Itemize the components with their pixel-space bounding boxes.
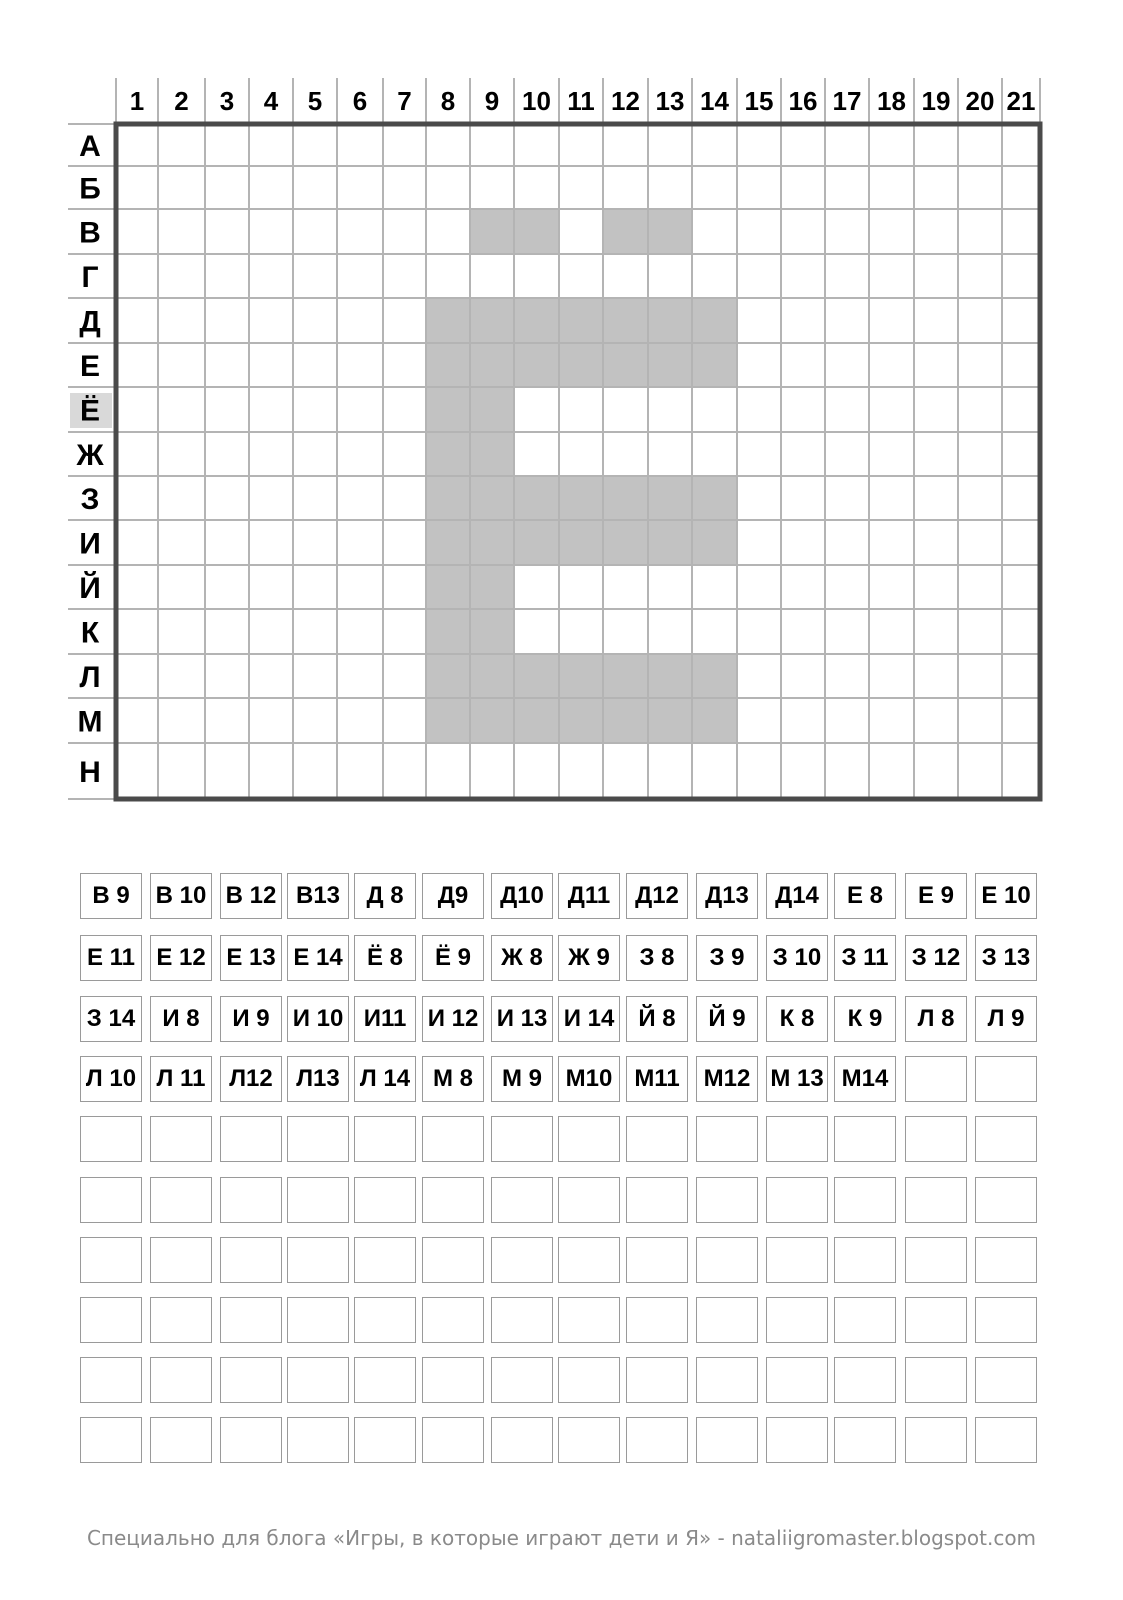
empty-card xyxy=(626,1237,688,1283)
empty-card xyxy=(220,1177,282,1223)
coordinate-card: Е 9 xyxy=(905,873,967,919)
empty-card xyxy=(626,1357,688,1403)
row-header-Н: Н xyxy=(79,756,101,789)
row-header-А: А xyxy=(79,130,101,163)
empty-card xyxy=(491,1357,553,1403)
empty-card xyxy=(905,1357,967,1403)
empty-card xyxy=(834,1237,896,1283)
coordinate-card: Л 10 xyxy=(80,1056,142,1102)
column-header-20: 20 xyxy=(965,86,995,116)
empty-card xyxy=(975,1116,1037,1162)
coordinate-card: З 11 xyxy=(834,935,896,981)
empty-card xyxy=(626,1177,688,1223)
empty-card xyxy=(220,1297,282,1343)
empty-card xyxy=(150,1297,212,1343)
empty-card xyxy=(905,1417,967,1463)
empty-card xyxy=(626,1417,688,1463)
row-header-И: И xyxy=(79,527,101,561)
row-header-Й: Й xyxy=(79,572,101,605)
coordinate-card: Л12 xyxy=(220,1056,282,1102)
coordinate-card: И 9 xyxy=(220,996,282,1042)
empty-card xyxy=(80,1177,142,1223)
row-header-Е: Е xyxy=(79,350,101,383)
column-header-11: 11 xyxy=(567,86,595,116)
column-header-10: 10 xyxy=(522,86,551,116)
empty-card xyxy=(905,1297,967,1343)
empty-card xyxy=(287,1177,349,1223)
empty-card xyxy=(491,1237,553,1283)
empty-card xyxy=(220,1357,282,1403)
empty-card xyxy=(766,1297,828,1343)
column-header-5: 5 xyxy=(307,86,323,116)
empty-card xyxy=(354,1357,416,1403)
column-header-13: 13 xyxy=(655,86,685,116)
coordinate-card: Ж 8 xyxy=(491,935,553,981)
coordinate-card: И 13 xyxy=(491,996,553,1042)
column-header-1: 1 xyxy=(129,86,145,116)
empty-card xyxy=(975,1297,1037,1343)
empty-card xyxy=(558,1297,620,1343)
coordinate-card: З 13 xyxy=(975,935,1037,981)
empty-card xyxy=(354,1297,416,1343)
empty-card xyxy=(422,1177,484,1223)
coordinate-card: Д 8 xyxy=(354,873,416,919)
empty-card xyxy=(220,1237,282,1283)
footer-credit: Специально для блога «Игры, в которые играют дети и Я» - nataliigromaster.blogspot.com xyxy=(86,1526,1037,1550)
row-header-Б: Б xyxy=(79,172,101,206)
coordinate-card: Л13 xyxy=(287,1056,349,1102)
empty-card xyxy=(422,1297,484,1343)
coordinate-card: М 8 xyxy=(422,1056,484,1102)
coordinate-card: Л 11 xyxy=(150,1056,212,1102)
coordinate-card: Д14 xyxy=(766,873,828,919)
column-header-6: 6 xyxy=(352,86,368,116)
coordinate-card: Й 9 xyxy=(696,996,758,1042)
empty-card xyxy=(287,1417,349,1463)
empty-card xyxy=(491,1297,553,1343)
row-header-Г: Г xyxy=(81,261,99,294)
coordinate-card: Д11 xyxy=(558,873,620,919)
column-header-9: 9 xyxy=(484,86,500,116)
coordinate-card: Д10 xyxy=(491,873,553,919)
empty-card xyxy=(834,1417,896,1463)
row-header-В: В xyxy=(79,216,101,250)
empty-card xyxy=(905,1056,967,1102)
empty-card xyxy=(80,1116,142,1162)
empty-card xyxy=(491,1177,553,1223)
coordinate-card: Ё 8 xyxy=(354,935,416,981)
coordinate-card: В13 xyxy=(287,873,349,919)
empty-card xyxy=(975,1357,1037,1403)
coordinate-card: З 12 xyxy=(905,935,967,981)
coordinate-card: М11 xyxy=(626,1056,688,1102)
row-header-Л: Л xyxy=(79,661,101,694)
coordinate-card: З 14 xyxy=(80,996,142,1042)
column-header-12: 12 xyxy=(611,86,640,116)
coordinate-card: В 9 xyxy=(80,873,142,919)
empty-card xyxy=(150,1237,212,1283)
empty-card xyxy=(834,1116,896,1162)
empty-card xyxy=(558,1177,620,1223)
empty-card xyxy=(287,1357,349,1403)
empty-card xyxy=(422,1357,484,1403)
empty-card xyxy=(80,1357,142,1403)
empty-card xyxy=(975,1417,1037,1463)
row-header-Ё: Ё xyxy=(79,394,101,428)
empty-card xyxy=(354,1417,416,1463)
empty-card xyxy=(626,1297,688,1343)
coordinate-card: И11 xyxy=(354,996,416,1042)
coordinate-card: И 14 xyxy=(558,996,620,1042)
empty-card xyxy=(905,1116,967,1162)
coordinate-card: В 12 xyxy=(220,873,282,919)
empty-card xyxy=(766,1116,828,1162)
coordinate-card: И 8 xyxy=(150,996,212,1042)
empty-card xyxy=(491,1116,553,1162)
row-header-К: К xyxy=(80,616,100,650)
empty-card xyxy=(422,1116,484,1162)
empty-card xyxy=(696,1116,758,1162)
coordinate-card: Е 11 xyxy=(80,935,142,981)
row-header-З: З xyxy=(80,483,100,516)
empty-card xyxy=(80,1297,142,1343)
coordinate-card: Д13 xyxy=(696,873,758,919)
empty-card xyxy=(558,1237,620,1283)
empty-card xyxy=(975,1056,1037,1102)
empty-card xyxy=(287,1237,349,1283)
coordinate-card: Е 12 xyxy=(150,935,212,981)
empty-card xyxy=(150,1177,212,1223)
coordinate-card: М14 xyxy=(834,1056,896,1102)
column-header-7: 7 xyxy=(397,86,412,116)
empty-card xyxy=(975,1177,1037,1223)
empty-card xyxy=(766,1417,828,1463)
empty-card xyxy=(696,1357,758,1403)
coordinate-card: З 10 xyxy=(766,935,828,981)
empty-card xyxy=(766,1357,828,1403)
empty-card xyxy=(834,1177,896,1223)
empty-card xyxy=(766,1237,828,1283)
empty-card xyxy=(422,1417,484,1463)
empty-card xyxy=(834,1357,896,1403)
coordinate-card: Д12 xyxy=(626,873,688,919)
empty-card xyxy=(150,1116,212,1162)
column-header-15: 15 xyxy=(744,86,774,116)
coordinate-card: М 13 xyxy=(766,1056,828,1102)
empty-card xyxy=(558,1357,620,1403)
empty-card xyxy=(354,1237,416,1283)
empty-card xyxy=(975,1237,1037,1283)
coordinate-card: Е 10 xyxy=(975,873,1037,919)
row-header-Ж: Ж xyxy=(76,439,104,472)
coordinate-card: Е 14 xyxy=(287,935,349,981)
empty-card xyxy=(80,1237,142,1283)
empty-card xyxy=(696,1237,758,1283)
coordinate-card: Е 13 xyxy=(220,935,282,981)
empty-card xyxy=(766,1177,828,1223)
coordinate-card: К 9 xyxy=(834,996,896,1042)
coordinate-card: И 10 xyxy=(287,996,349,1042)
empty-card xyxy=(354,1116,416,1162)
empty-card xyxy=(287,1297,349,1343)
empty-card xyxy=(150,1357,212,1403)
coordinate-card: К 8 xyxy=(766,996,828,1042)
coordinate-card: Л 8 xyxy=(905,996,967,1042)
coordinate-card: М 9 xyxy=(491,1056,553,1102)
coordinate-card: Д9 xyxy=(422,873,484,919)
coordinate-card: Л 14 xyxy=(354,1056,416,1102)
empty-card xyxy=(626,1116,688,1162)
coordinate-card: М10 xyxy=(558,1056,620,1102)
column-header-2: 2 xyxy=(174,86,189,116)
column-header-19: 19 xyxy=(921,86,951,116)
empty-card xyxy=(287,1116,349,1162)
coordinate-card: Ж 9 xyxy=(558,935,620,981)
column-header-8: 8 xyxy=(440,86,456,116)
column-header-16: 16 xyxy=(788,86,818,116)
row-header-М: М xyxy=(77,705,103,739)
coordinate-card: З 8 xyxy=(626,935,688,981)
empty-card xyxy=(220,1417,282,1463)
coordinate-card: З 9 xyxy=(696,935,758,981)
empty-card xyxy=(905,1177,967,1223)
row-header-Д: Д xyxy=(79,305,101,339)
coordinate-card: Ё 9 xyxy=(422,935,484,981)
empty-card xyxy=(905,1237,967,1283)
coordinate-card: Л 9 xyxy=(975,996,1037,1042)
empty-card xyxy=(80,1417,142,1463)
empty-card xyxy=(696,1417,758,1463)
empty-card xyxy=(696,1177,758,1223)
coordinate-card: И 12 xyxy=(422,996,484,1042)
empty-card xyxy=(834,1297,896,1343)
column-header-18: 18 xyxy=(877,86,906,116)
column-header-21: 21 xyxy=(1006,86,1036,116)
empty-card xyxy=(220,1116,282,1162)
column-header-17: 17 xyxy=(832,86,862,116)
coordinate-card: В 10 xyxy=(150,873,212,919)
empty-card xyxy=(696,1297,758,1343)
coordinate-card: Е 8 xyxy=(834,873,896,919)
empty-card xyxy=(558,1417,620,1463)
empty-card xyxy=(150,1417,212,1463)
column-header-4: 4 xyxy=(263,86,279,116)
empty-card xyxy=(422,1237,484,1283)
column-header-14: 14 xyxy=(700,86,729,116)
empty-card xyxy=(354,1177,416,1223)
column-header-3: 3 xyxy=(219,86,235,116)
empty-card xyxy=(491,1417,553,1463)
coordinate-card: М12 xyxy=(696,1056,758,1102)
empty-card xyxy=(558,1116,620,1162)
coordinate-card: Й 8 xyxy=(626,996,688,1042)
